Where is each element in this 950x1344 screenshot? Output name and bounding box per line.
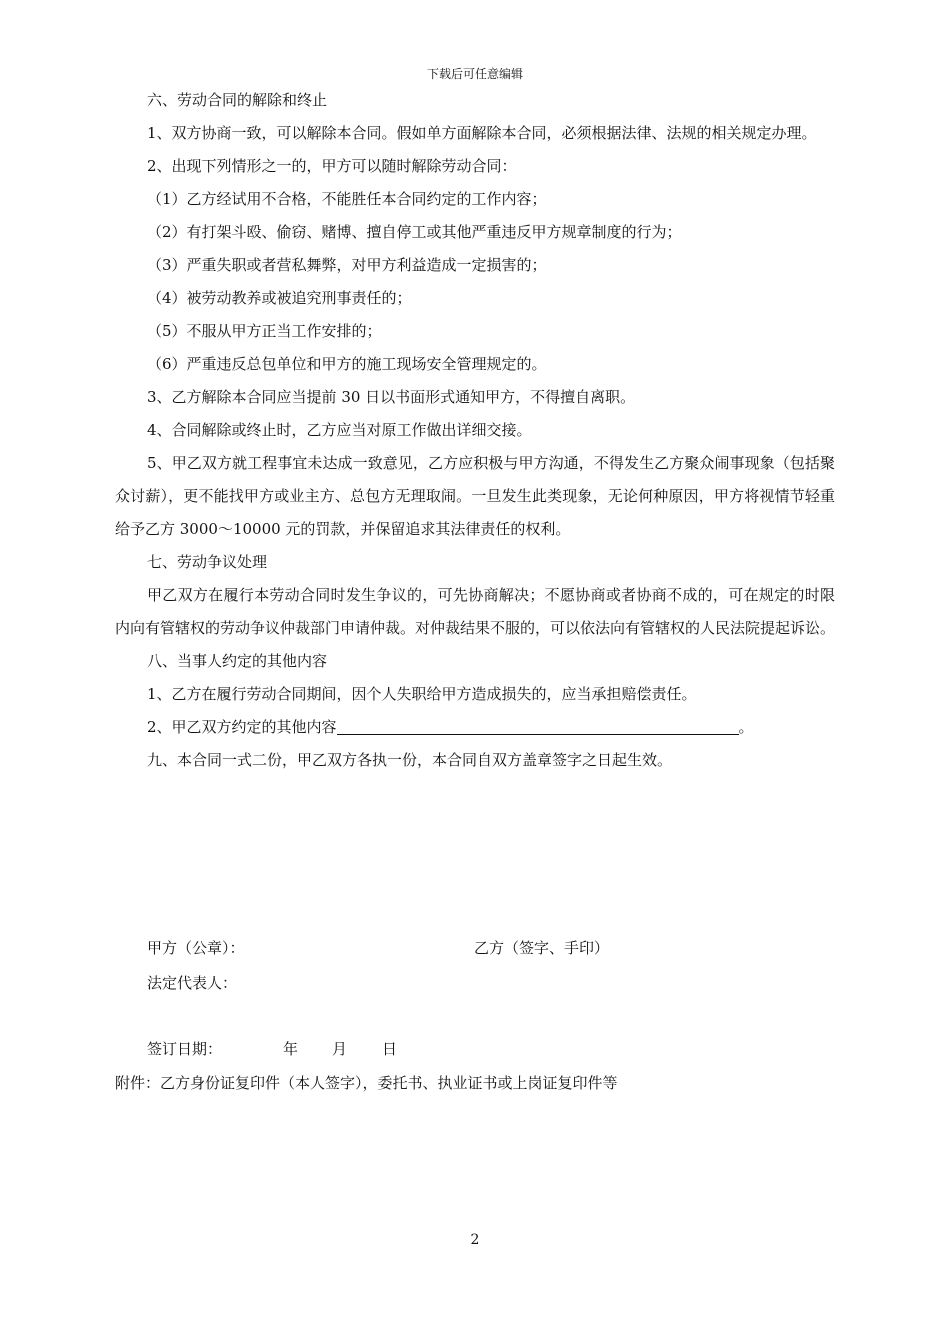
section-7-title: 七、劳动争议处理 [147,553,268,571]
section-8-item-2-label: 2、甲乙双方约定的其他内容 [147,718,337,736]
section-6-sub-6: （6）严重违反总包单位和甲方的施工现场安全管理规定的。 [147,355,547,373]
section-6-item-4: 4、合同解除或终止时，乙方应当对原工作做出详细交接。 [147,421,532,439]
date-year: 年 [283,1040,299,1058]
section-9-text: 九、本合同一式二份，甲乙双方各执一份，本合同自双方盖章签字之日起生效。 [147,751,673,769]
section-8-item-2-end: 。 [738,718,754,736]
section-6-item-3: 3、乙方解除本合同应当提前 30 日以书面形式通知甲方，不得擅自离职。 [147,388,636,406]
attachment-note: 附件：乙方身份证复印件（本人签字），委托书、执业证书或上岗证复印件等 [115,1074,618,1092]
page-number: 2 [470,1232,480,1248]
section-7-text: 甲乙双方在履行本劳动合同时发生争议的，可先协商解决；不愿协商或者协商不成的，可在规定的时限内向有管辖权的劳动争议仲裁部门申请仲裁。对仲裁结果不服的，可以依法向有管辖权的人民法院提起诉讼。 [115,586,836,637]
section-6-item-2: 2、出现下列情形之一的，甲方可以随时解除劳动合同： [147,157,517,175]
sign-date-label: 签订日期： [147,1040,223,1058]
section-6-item-5: 5、甲乙双方就工程事宜未达成一致意见，乙方应积极与甲方沟通，不得发生乙方聚众闹事现象（包括聚众讨薪），更不能找甲方或业主方、总包方无理取闹。一旦发生此类现象，无论何种原因，甲方将视情节轻重给予乙方 3000～10000 元的罚款，并保留追求其法律责任的权利。 [115,454,835,538]
section-6-sub-1: （1）乙方经试用不合格，不能胜任本合同约定的工作内容； [147,190,547,208]
legal-rep-label: 法定代表人： [147,974,238,992]
fill-in-blank [337,719,739,735]
date-month: 月 [332,1040,348,1058]
section-6-sub-4: （4）被劳动教养或被追究刑事责任的； [147,289,412,307]
date-day: 日 [382,1040,398,1058]
party-a-label: 甲方（公章）： [147,939,245,957]
section-6-sub-3: （3）严重失职或者营私舞弊，对甲方利益造成一定损害的； [147,256,547,274]
section-6-sub-5: （5）不服从甲方正当工作安排的； [147,322,382,340]
section-8-item-1: 1、乙方在履行劳动合同期间，因个人失职给甲方造成损失的，应当承担赔偿责任。 [147,685,697,703]
section-6-title: 六、劳动合同的解除和终止 [147,91,328,109]
section-8-item-2 [115,711,835,744]
section-6-item-1: 1、双方协商一致，可以解除本合同。假如单方面解除本合同，必须根据法律、法规的相关规定办理。 [147,124,817,142]
contract-body [115,84,835,777]
party-b-label: 乙方（签字、手印） [474,939,610,957]
section-8-title: 八、当事人约定的其他内容 [147,652,328,670]
page-header: 下载后可任意编辑 [426,67,523,81]
section-6-sub-2: （2）有打架斗殴、偷窃、赌博、擅自停工或其他严重违反甲方规章制度的行为； [147,223,682,241]
